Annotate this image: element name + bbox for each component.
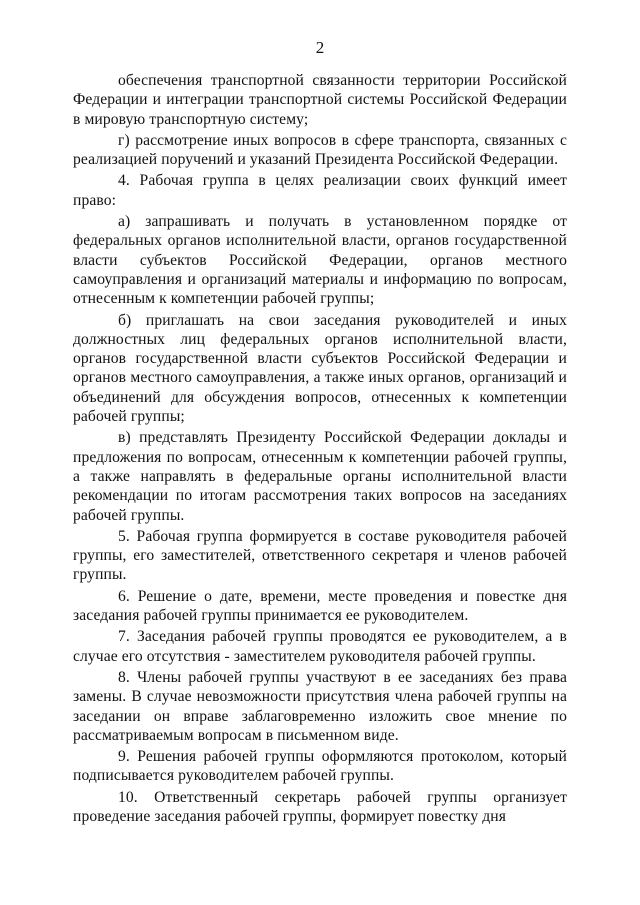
paragraph-11: 9. Решения рабочей группы оформляются протоколом, который подписывается руководителем рабочей группы. xyxy=(73,748,567,785)
paragraph-1: обеспечения транспортной связанности территории Российской Федерации и интеграции транспортной системы Российской Федерации в мировую транспортную систему; xyxy=(73,72,567,128)
paragraph-6: в) представлять Президенту Российской Федерации доклады и предложения по вопросам, отнесенным к компетенции рабочей группы, а также направлять в федеральные органы исполнительной власти рекомендации по итогам рассмотрения таких вопросов на заседаниях рабочей группы. xyxy=(73,429,567,524)
page-number: 2 xyxy=(315,38,325,57)
paragraph-2: г) рассмотрение иных вопросов в сфере транспорта, связанных с реализацией поручений и указаний Президента Российской Федерации. xyxy=(73,131,567,169)
paragraph-8: 6. Решение о дате, времени, месте проведения и повестке дня заседания рабочей группы принимается ее руководителем. xyxy=(73,587,567,625)
paragraph-3: 4. Рабочая группа в целях реализации своих функций имеет право: xyxy=(73,172,567,209)
paragraph-5: б) приглашать на свои заседания руководителей и иных должностных лиц федеральных органов исполнительной власти, органов государственной власти субъектов Российской Федерации и органов местного самоуправления, а также иных органов, организаций и объединений для обсуждения вопросов, отнесенных к компетенции рабочей группы; xyxy=(73,311,567,426)
paragraph-10: 8. Члены рабочей группы участвуют в ее заседаниях без права замены. В случае невозможности присутствия члена рабочей группы на заседании он вправе заблаговременно изложить свое мнение по рассматриваемым вопросам в письменном виде. xyxy=(73,668,567,744)
paragraph-9: 7. Заседания рабочей группы проводятся ее руководителем, а в случае его отсутствия - заместителем руководителя рабочей группы. xyxy=(73,628,567,665)
paragraph-4: а) запрашивать и получать в установленном порядке от федеральных органов исполнительной власти, органов государственной власти субъектов Российской Федерации, органов местного самоуправления и организаций материалы и информацию по вопросам, отнесенным к компетенции рабочей группы; xyxy=(73,213,567,308)
document-body xyxy=(73,71,567,828)
paragraph-7: 5. Рабочая группа формируется в составе руководителя рабочей группы, его заместителей, ответственного секретаря и членов рабочей группы. xyxy=(73,527,567,584)
paragraph-12: 10. Ответственный секретарь рабочей группы организует проведение заседания рабочей группы, формирует повестку дня xyxy=(73,788,567,825)
